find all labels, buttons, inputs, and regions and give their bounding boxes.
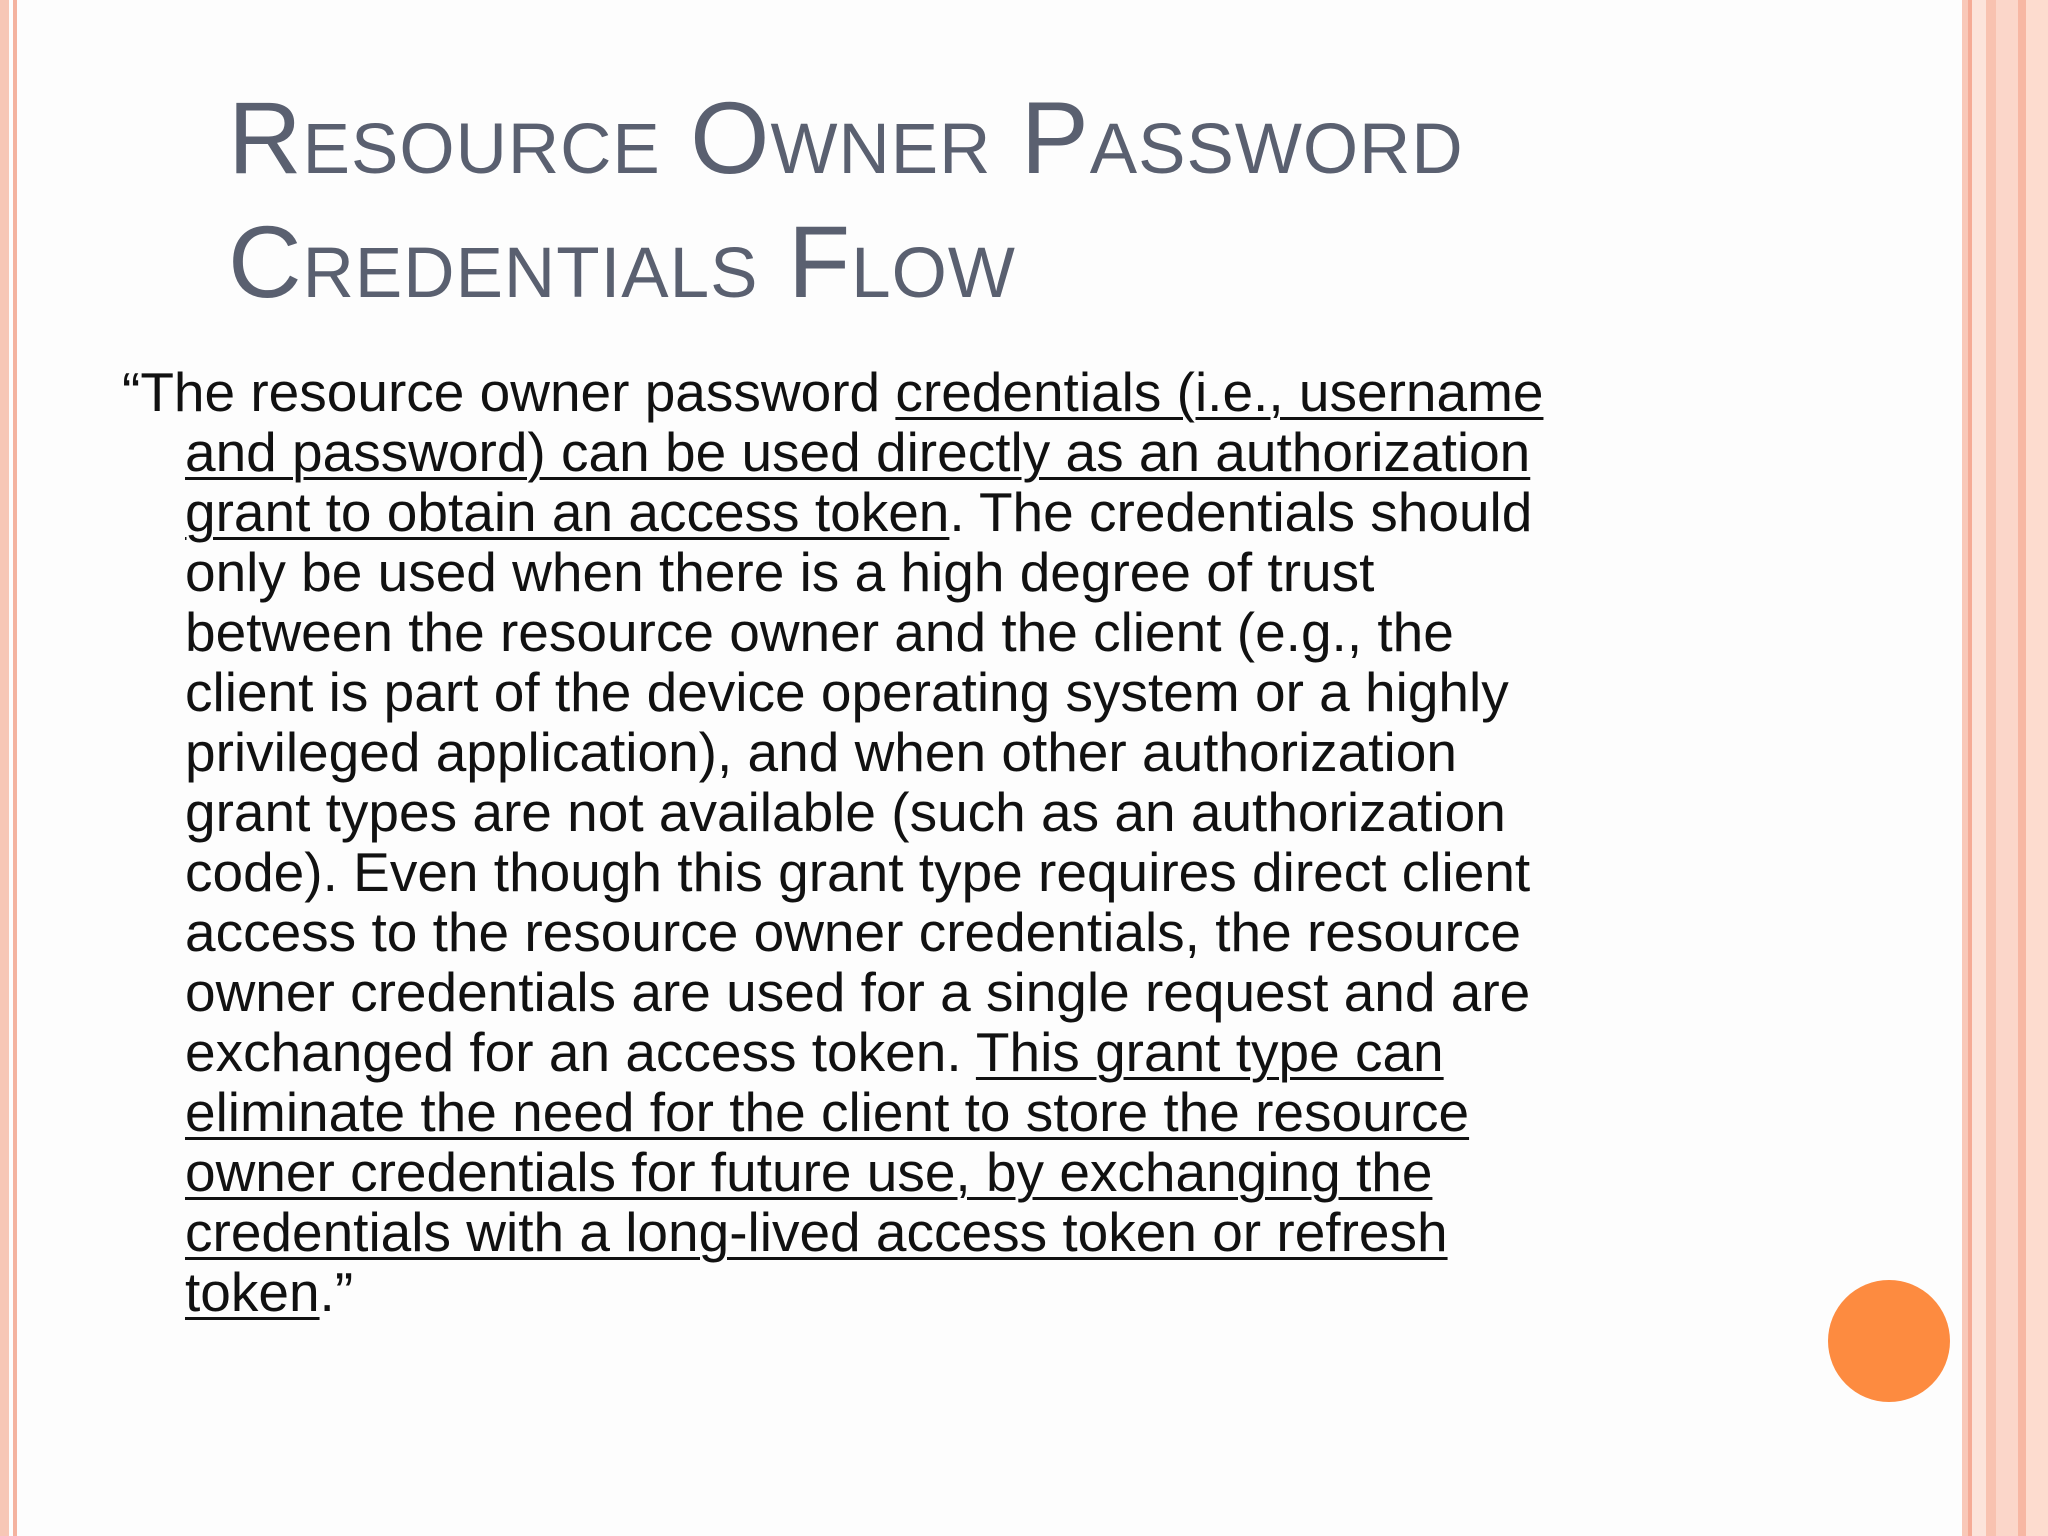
quote-text: code). Even though this grant type requires direct client [185, 841, 1531, 903]
quote-text: owner credentials are used for a single request and are [185, 961, 1531, 1023]
right-stripe [2018, 0, 2026, 1536]
quote-text: “The resource owner password [122, 361, 896, 423]
quote-line [122, 782, 1782, 842]
quote-text: grant types are not available (such as an authorization [185, 781, 1506, 843]
quote-line [122, 542, 1782, 602]
underlined-text: grant to obtain an access token [185, 481, 950, 543]
quote-line [122, 902, 1782, 962]
quote-text: exchanged for an access token. [185, 1021, 976, 1083]
quote-line [122, 602, 1782, 662]
slide-title-line: Credentials Flow [228, 205, 1016, 319]
quote-line [122, 662, 1782, 722]
underlined-text: credentials with a long-lived access token or refresh [185, 1201, 1448, 1263]
quote-line [122, 842, 1782, 902]
quote-line [122, 422, 1782, 482]
quote-text: access to the resource owner credentials, the resource [185, 901, 1521, 963]
quote-text: .” [319, 1261, 354, 1323]
right-stripe [1972, 0, 1986, 1536]
underlined-text: token [185, 1261, 320, 1323]
quote-line [122, 1022, 1782, 1082]
quote-text: client is part of the device operating system or a highly [185, 661, 1509, 723]
underlined-text: This grant type can [975, 1021, 1444, 1083]
quote-text: privileged application), and when other authorization [185, 721, 1457, 783]
accent-circle [1828, 1280, 1950, 1402]
underlined-text: eliminate the need for the client to store the resource [185, 1081, 1470, 1143]
left-border-line [0, 0, 9, 1536]
right-stripe [2026, 0, 2048, 1536]
quote-text: between the resource owner and the client (e.g., the [185, 601, 1454, 663]
quote-line [122, 962, 1782, 1022]
quote-line [122, 1202, 1782, 1262]
quote-text: . The credentials should [949, 481, 1533, 543]
quote-line [122, 1262, 1782, 1322]
quote-line [122, 1082, 1782, 1142]
left-border-line-inner [13, 0, 17, 1536]
underlined-text: credentials (i.e., username [895, 361, 1544, 423]
slide-title-line: Resource Owner Password [228, 81, 1464, 195]
quote-line [122, 482, 1782, 542]
slide-title [228, 76, 1828, 324]
underlined-text: and password) can be used directly as an authorization [185, 421, 1531, 483]
quote-line [122, 362, 1782, 422]
quote-line [122, 722, 1782, 782]
right-stripe [1996, 0, 2018, 1536]
quote-line [122, 1142, 1782, 1202]
right-stripe [1986, 0, 1996, 1536]
quote-body [122, 362, 1782, 1322]
quote-text: only be used when there is a high degree of trust [185, 541, 1375, 603]
underlined-text: owner credentials for future use, by exchanging the [185, 1141, 1433, 1203]
